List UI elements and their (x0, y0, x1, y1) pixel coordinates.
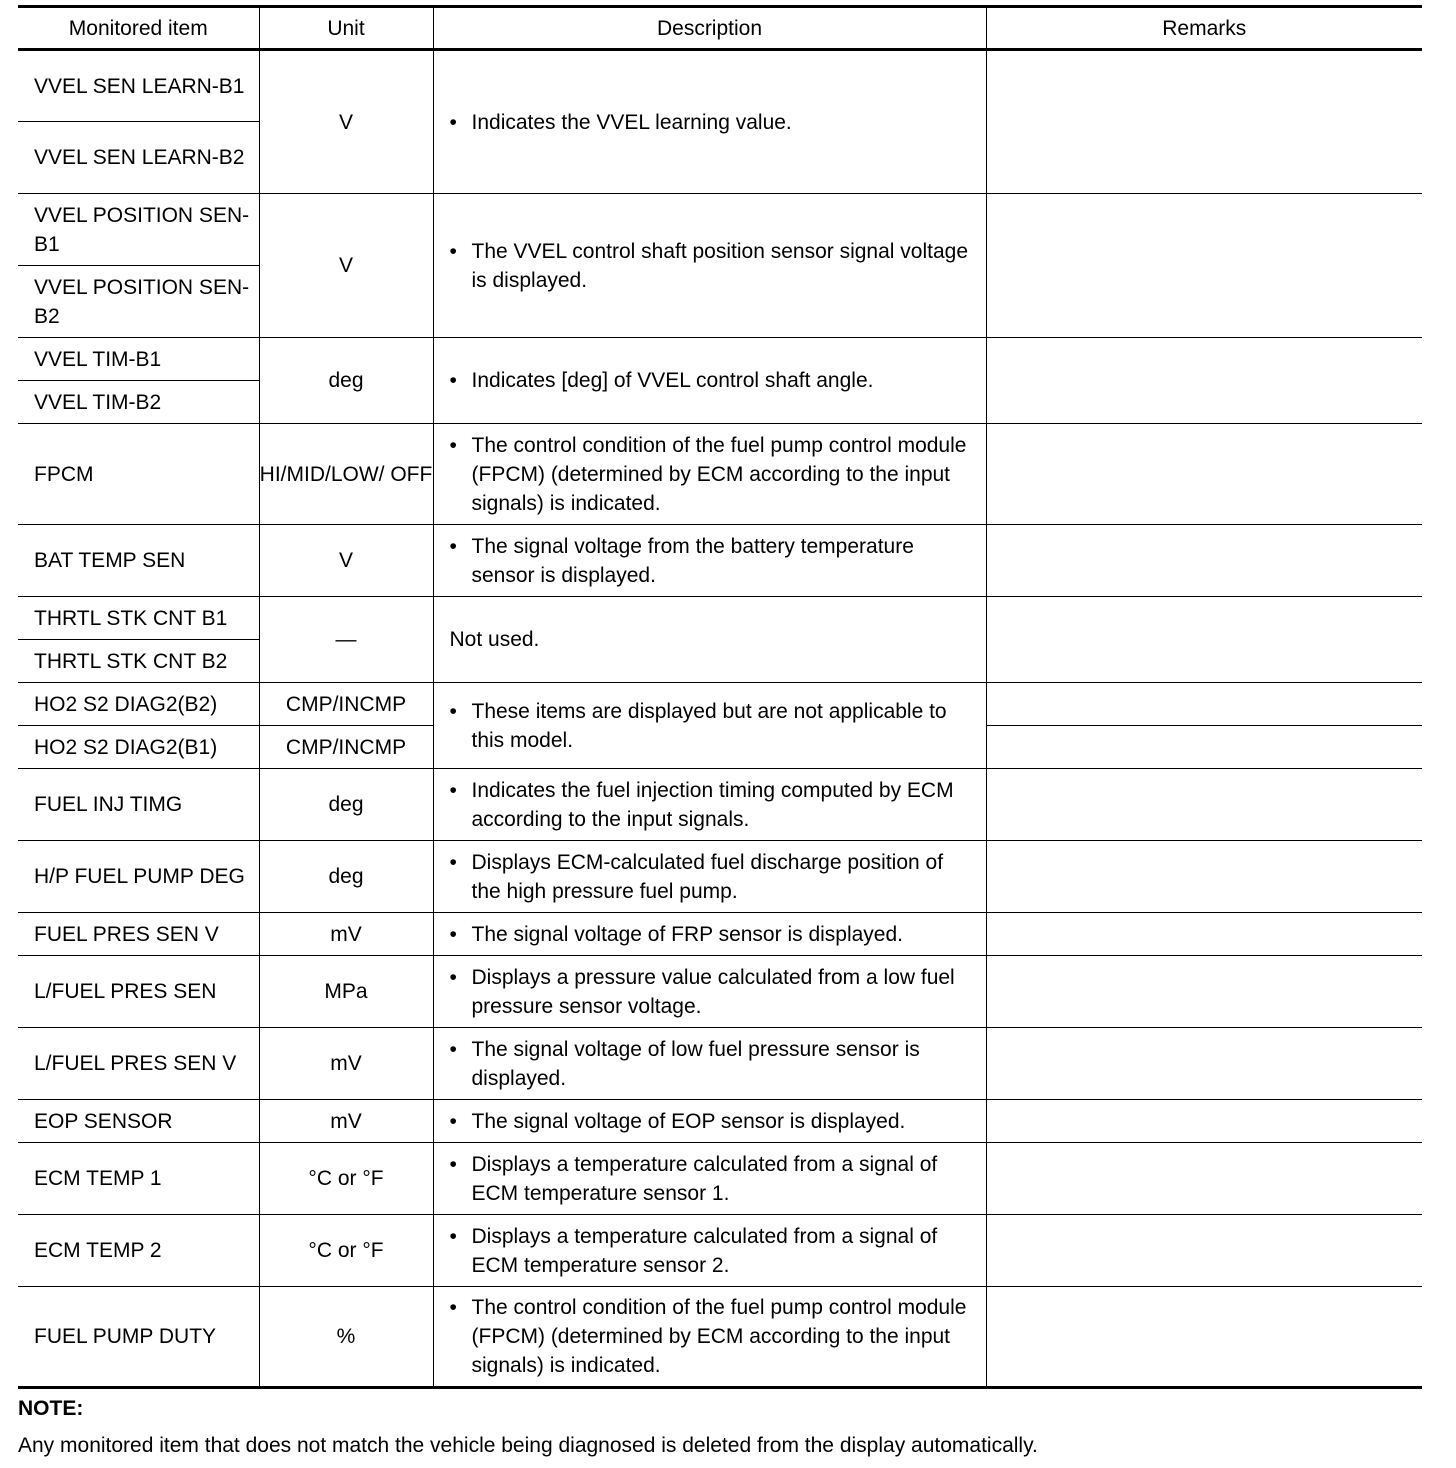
description-text: The control condition of the fuel pump control module (FPCM) (determined by ECM according to the input signals) is indicated. (471, 1296, 967, 1377)
description-cell (433, 683, 986, 769)
description-text: These items are displayed but are not applicable to this model. (471, 699, 947, 752)
item-cell: BAT TEMP SEN (18, 525, 259, 597)
bullet-glyph: • (449, 922, 457, 946)
item-cell: VVEL SEN LEARN-B1 (18, 50, 259, 122)
table-row (18, 769, 1422, 841)
unit-cell: °C or °F (259, 1215, 433, 1287)
item-cell: VVEL TIM-B1 (18, 338, 259, 381)
bullet-glyph: • (449, 1152, 457, 1176)
item-cell: HO2 S2 DIAG2(B1) (18, 726, 259, 769)
item-cell: THRTL STK CNT B2 (18, 640, 259, 683)
bullet-glyph: • (449, 239, 457, 263)
unit-cell: V (259, 50, 433, 194)
table-row (18, 338, 1422, 381)
description-cell (433, 841, 986, 913)
bullet-glyph: • (449, 433, 457, 457)
unit-cell: deg (259, 338, 433, 424)
remarks-cell (986, 913, 1422, 956)
item-cell: FPCM (18, 424, 259, 525)
description-text: The VVEL control shaft position sensor signal voltage is displayed. (471, 239, 969, 292)
remarks-cell (986, 956, 1422, 1028)
unit-cell: CMP/INCMP (259, 726, 433, 769)
item-cell: ECM TEMP 2 (18, 1215, 259, 1287)
item-cell: VVEL TIM-B2 (18, 381, 259, 424)
description-text: The signal voltage of FRP sensor is displayed. (471, 922, 904, 946)
description-cell (433, 525, 986, 597)
header-remarks: Remarks (986, 7, 1422, 50)
remarks-cell (986, 1100, 1422, 1143)
description-text: Displays a temperature calculated from a signal of ECM temperature sensor 2. (471, 1224, 938, 1277)
item-cell: VVEL POSITION SEN-B2 (18, 266, 259, 338)
unit-cell: MPa (259, 956, 433, 1028)
remarks-cell (986, 1028, 1422, 1100)
remarks-cell (986, 769, 1422, 841)
table-row (18, 424, 1422, 525)
description-text: The signal voltage of low fuel pressure sensor is displayed. (471, 1037, 920, 1090)
bullet-glyph: • (449, 965, 457, 989)
unit-cell: % (259, 1287, 433, 1388)
remarks-cell (986, 683, 1422, 726)
remarks-cell (986, 194, 1422, 338)
table-row (18, 956, 1422, 1028)
description-text: Indicates the VVEL learning value. (471, 110, 792, 134)
remarks-cell (986, 1143, 1422, 1215)
table-row (18, 1287, 1422, 1388)
item-cell: FUEL PRES SEN V (18, 913, 259, 956)
bullet-glyph: • (449, 778, 457, 802)
unit-cell: V (259, 194, 433, 338)
item-cell: EOP SENSOR (18, 1100, 259, 1143)
description-text: Displays a temperature calculated from a signal of ECM temperature sensor 1. (471, 1152, 938, 1205)
table-row (18, 194, 1422, 266)
description-text: The signal voltage from the battery temperature sensor is displayed. (471, 534, 914, 587)
description-text: Indicates the fuel injection timing computed by ECM according to the input signals. (471, 778, 954, 831)
table-row (18, 50, 1422, 122)
unit-cell: — (259, 597, 433, 683)
unit-cell: °C or °F (259, 1143, 433, 1215)
description-text: The signal voltage of EOP sensor is displayed. (471, 1109, 906, 1133)
remarks-cell (986, 424, 1422, 525)
description-cell (433, 913, 986, 956)
item-cell: HO2 S2 DIAG2(B2) (18, 683, 259, 726)
item-cell: ECM TEMP 1 (18, 1143, 259, 1215)
description-text: Displays ECM-calculated fuel discharge position of the high pressure fuel pump. (471, 850, 944, 903)
header-description: Description (433, 7, 986, 50)
table-row (18, 1028, 1422, 1100)
bullet-glyph: • (449, 1296, 457, 1319)
table-row (18, 1143, 1422, 1215)
bullet-glyph: • (449, 850, 457, 874)
description-cell (433, 338, 986, 424)
note-heading: NOTE: (18, 1397, 84, 1420)
unit-cell: mV (259, 1028, 433, 1100)
description-cell (433, 1100, 986, 1143)
remarks-cell (986, 841, 1422, 913)
remarks-cell (986, 1287, 1422, 1388)
table-row (18, 1100, 1422, 1143)
description-cell (433, 194, 986, 338)
unit-cell: HI/MID/LOW/ OFF (259, 424, 433, 525)
unit-cell: V (259, 525, 433, 597)
bullet-glyph: • (449, 1109, 457, 1133)
table-row (18, 683, 1422, 726)
monitor-table (18, 5, 1422, 1389)
unit-cell: CMP/INCMP (259, 683, 433, 726)
remarks-cell (986, 525, 1422, 597)
table-row (18, 841, 1422, 913)
item-cell: L/FUEL PRES SEN (18, 956, 259, 1028)
table-row (18, 913, 1422, 956)
description-text: The control condition of the fuel pump control module (FPCM) (determined by ECM according to the input signals) is indicated. (471, 433, 967, 515)
item-cell: H/P FUEL PUMP DEG (18, 841, 259, 913)
unit-cell: mV (259, 913, 433, 956)
item-cell: VVEL POSITION SEN-B1 (18, 194, 259, 266)
bullet-glyph: • (449, 110, 457, 134)
remarks-cell (986, 50, 1422, 194)
unit-cell: deg (259, 769, 433, 841)
description-cell (433, 1143, 986, 1215)
description-text: Displays a pressure value calculated from a low fuel pressure sensor voltage. (471, 965, 955, 1018)
description-cell (433, 1028, 986, 1100)
table-row (18, 597, 1422, 640)
item-cell: FUEL INJ TIMG (18, 769, 259, 841)
bullet-glyph: • (449, 699, 457, 723)
description-cell (433, 50, 986, 194)
bullet-glyph: • (449, 534, 457, 558)
item-cell: VVEL SEN LEARN-B2 (18, 122, 259, 194)
item-cell: THRTL STK CNT B1 (18, 597, 259, 640)
table-header-row (18, 7, 1422, 50)
remarks-cell (986, 726, 1422, 769)
description-text: Indicates [deg] of VVEL control shaft angle. (471, 369, 874, 392)
bullet-glyph: • (449, 1037, 457, 1061)
item-cell: FUEL PUMP DUTY (18, 1287, 259, 1388)
description-cell (433, 424, 986, 525)
unit-cell: mV (259, 1100, 433, 1143)
table-row (18, 1215, 1422, 1287)
table-row (18, 525, 1422, 597)
note-body: Any monitored item that does not match the vehicle being diagnosed is deleted from the display automatically. (18, 1434, 1038, 1457)
description-cell (433, 769, 986, 841)
remarks-cell (986, 1215, 1422, 1287)
header-monitored-item: Monitored item (18, 7, 259, 50)
remarks-cell (986, 597, 1422, 683)
description-cell (433, 1215, 986, 1287)
bullet-glyph: • (449, 369, 457, 392)
header-unit: Unit (259, 7, 433, 50)
description-cell: Not used. (433, 597, 986, 683)
item-cell: L/FUEL PRES SEN V (18, 1028, 259, 1100)
bullet-glyph: • (449, 1224, 457, 1248)
description-cell (433, 1287, 986, 1388)
unit-cell: deg (259, 841, 433, 913)
remarks-cell (986, 338, 1422, 424)
description-cell (433, 956, 986, 1028)
